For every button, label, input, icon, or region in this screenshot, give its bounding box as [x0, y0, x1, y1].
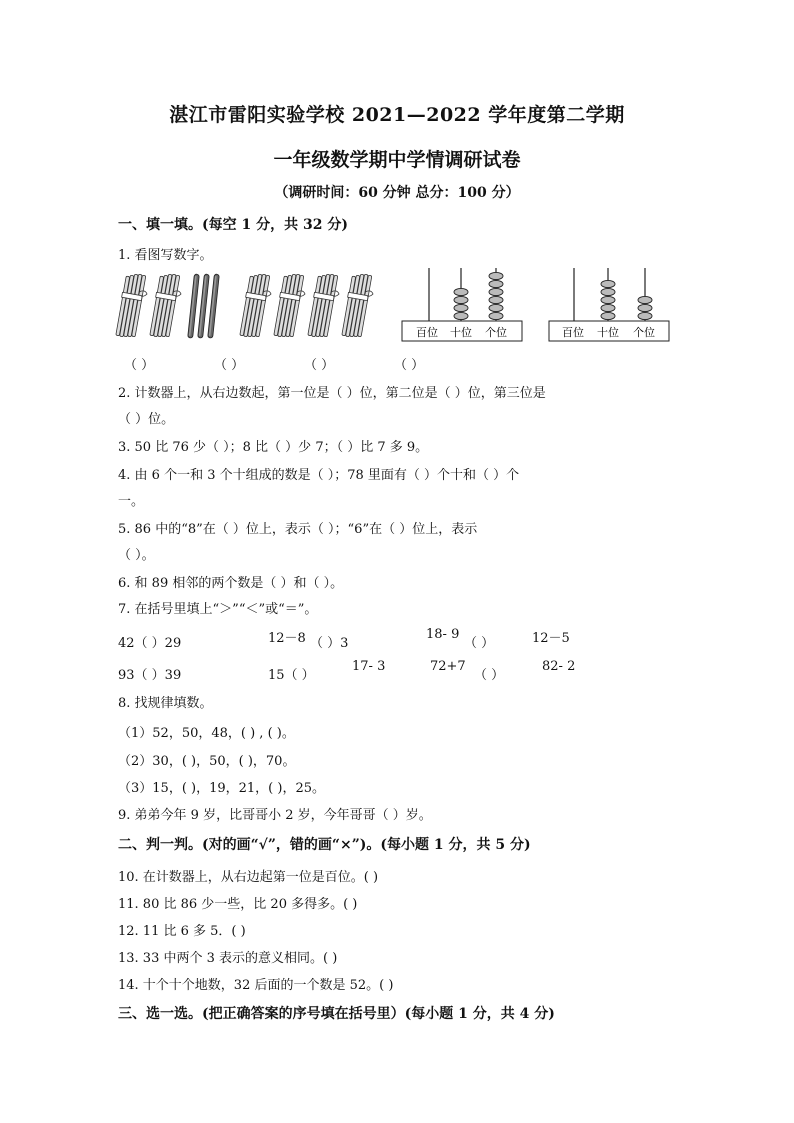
- question-9: 9. 弟弟今年 9 岁，比哥哥小 2 岁，今年哥哥（ ）岁。: [118, 808, 432, 823]
- q7-item-r1c3-expr: 18- 9: [426, 627, 460, 642]
- question-2-line1: 2. 计数器上，从右边数起，第一位是（ ）位，第二位是（ ）位，第三位是: [118, 386, 546, 401]
- q7-item-r1c2-expr: 12－8: [268, 631, 306, 646]
- question-8-part1: （1）52，50，48，( ) , ( )。: [118, 726, 295, 741]
- exam-title: 湛江市雷阳实验学校 2021—2022 学年度第二学期: [169, 104, 625, 126]
- section3-heading: 三、选一选。(把正确答案的序号填在括号里）(每小题 1 分，共 4 分): [118, 1006, 555, 1022]
- question-1: 1. 看图写数字。: [118, 248, 213, 263]
- abacus-2-hundreds-label: 百位: [562, 326, 584, 339]
- q7-item-r1c3-expr2: 12－5: [532, 631, 570, 646]
- q1-blank-2[interactable]: （ ）: [214, 358, 245, 373]
- bundle-group-2: [240, 274, 373, 337]
- section1-heading: 一、填一填。(每空 1 分，共 32 分): [118, 217, 348, 233]
- abacus-1-hundreds-label: 百位: [416, 326, 438, 339]
- question-14: 14. 十个十个地数，32 后面的一个数是 52。( ): [118, 978, 394, 993]
- question-5-line2: （ ）。: [118, 548, 155, 563]
- exam-subtitle: 一年级数学期中学情调研试卷: [273, 149, 521, 171]
- q7-item-r1c3-blank[interactable]: （ ）: [464, 636, 495, 651]
- abacus-1-tens-label: 十位: [450, 326, 472, 339]
- q7-item-r1c1[interactable]: 42（ ）29: [118, 636, 182, 651]
- q7-item-r2c3-expr: 72+7: [430, 659, 466, 674]
- question-8: 8. 找规律填数。: [118, 696, 213, 711]
- q1-blank-3[interactable]: （ ）: [304, 358, 335, 373]
- q7-item-r2c1[interactable]: 93（ ）39: [118, 668, 182, 683]
- loose-sticks: [188, 274, 220, 338]
- question-12: 12. 11 比 6 多 5．( ): [118, 924, 246, 939]
- q7-item-r2c2-expr: 17- 3: [352, 659, 386, 674]
- abacus-2-ones-label: 个位: [633, 326, 655, 339]
- question-4-line1: 4. 由 6 个一和 3 个十组成的数是（ ）；78 里面有（ ）个十和（ ）个: [118, 468, 520, 483]
- q7-item-r2c3-blank[interactable]: （ ）: [474, 668, 505, 683]
- bundle-group-1: [116, 274, 181, 337]
- q7-item-r1c2-blank[interactable]: （ ）3: [310, 636, 349, 651]
- abacus-1-ones-label: 个位: [485, 326, 507, 339]
- abacus-2-tens-label: 十位: [597, 326, 619, 339]
- q1-figure: [115, 266, 675, 346]
- question-4-line2: 一。: [118, 494, 145, 509]
- question-7: 7. 在括号里填上“＞”“＜”或“＝”。: [118, 602, 318, 617]
- question-2-line2: （ ）位。: [118, 412, 175, 427]
- question-3: 3. 50 比 76 少（ ）；8 比（ ）少 7；（ ）比 7 多 9。: [118, 440, 429, 455]
- question-5-line1: 5. 86 中的“8”在（ ）位上，表示（ ）；“6”在（ ）位上，表示: [118, 522, 478, 537]
- question-6: 6. 和 89 相邻的两个数是（ ）和（ ）。: [118, 576, 344, 591]
- question-8-part2: （2）30，( )，50，( )，70。: [118, 754, 296, 769]
- question-11: 11. 80 比 86 少一些，比 20 多得多。( ): [118, 897, 358, 912]
- abacus-2: [549, 268, 669, 341]
- question-10: 10. 在计数器上，从右边起第一位是百位。( ): [118, 870, 379, 885]
- question-8-part3: （3）15，( )，19，21，( )，25。: [118, 781, 325, 796]
- section2-heading: 二、判一判。(对的画“√”，错的画“×”)。(每小题 1 分，共 5 分): [118, 837, 531, 853]
- q1-blank-4[interactable]: （ ）: [394, 358, 425, 373]
- q1-blank-1[interactable]: （ ）: [124, 358, 155, 373]
- exam-time-score: （调研时间：60 分钟 总分：100 分）: [274, 185, 520, 201]
- q7-item-r2c2-blank[interactable]: 15（ ）: [268, 668, 315, 683]
- abacus-1: [402, 268, 522, 341]
- q7-item-r2c3-expr2: 82- 2: [542, 659, 576, 674]
- question-13: 13. 33 中两个 3 表示的意义相同。( ): [118, 951, 338, 966]
